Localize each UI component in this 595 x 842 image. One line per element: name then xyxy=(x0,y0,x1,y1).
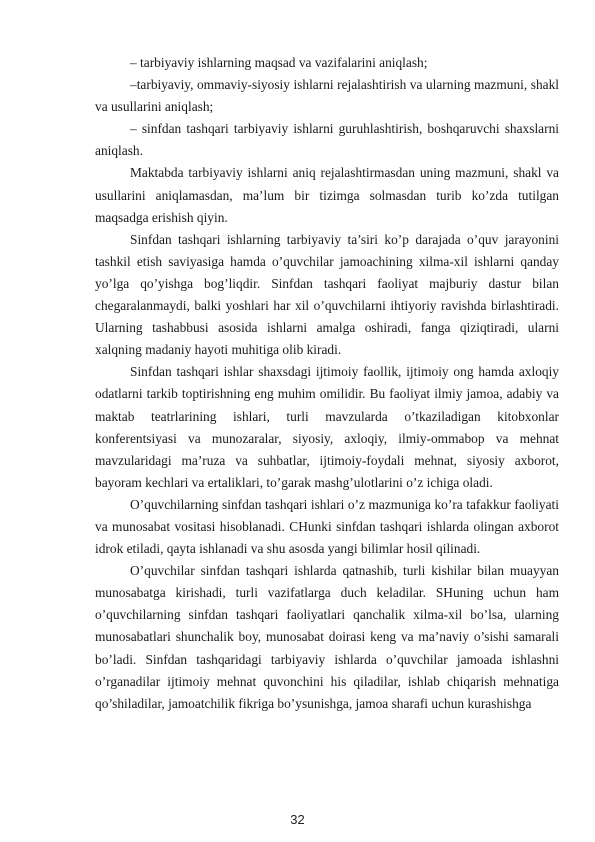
paragraph-thinking-activity: O’quvchilarning sinfdan tashqari ishlari o’z mazmuniga ko’ra tafakkur faoliyati va munosabat vositasi hisoblanadi. CHunki sinfdan tashqari ishlarda olingan axborot idrok etiladi, qayta ishlanadi va shu asosda yangi bilimlar hosil qilinadi. xyxy=(95,496,559,557)
body-text xyxy=(95,52,559,715)
paragraph-school-planning: Maktabda tarbiyaviy ishlarni aniq rejalashtirmasdan uning mazmuni, shakl va usullarini aniqlamasdan, ma’lum bir tizimga solmasdan turib ko’zda tutilgan maqsadga erishish qiyin. xyxy=(95,165,559,225)
page-number: 32 xyxy=(290,812,305,827)
paragraph-extracurricular-influence: Sinfdan tashqari ishlarning tarbiyaviy ta’siri ko’p darajada o’quv jarayonini tashkil etish saviyasiga hamda o’quvchilar jamoachining xilma-xil ishlarni qanday yo’lga qo’yishga bog’liqdir. Sinfdan tashqari faoliyat majburiy dastur bilan chegaralanmaydi, balki yoshlari har xil o’quvchilarni ihtiyoriy ravishda birlashtiradi. Ularning tashabbusi asosida ishlarni amalga oshiradi, fanga qiziqtiradi, ularni xalqning madaniy hayoti muhitiga olib kiradi. xyxy=(95,231,559,358)
paragraph-social-activity: Sinfdan tashqari ishlar shaxsdagi ijtimoiy faollik, ijtimoiy ong hamda axloqiy odatlarni tarkib toptirishning eng muhim omilidir. Bu faoliyat ilmiy jamoa, adabiy va maktab teatrlarining ishlari, turli mavzularda o’tkaziladigan kitobxonlar konferentsiyasi va munozaralar, siyosiy, axloqiy, ilmiy-ommabop va mehnat mavzularidagi ma’ruza va suhbatlar, ijtimoiy-foydali mehnat, siyosiy axborot, bayoram kechlari va ertaliklari, to’garak mashg’ulotlarini o’z ichiga oladi. xyxy=(95,364,559,490)
paragraph-relationships: O’quvchilar sinfdan tashqari ishlarda qatnashib, turli kishilar bilan muayyan munosabatga kirishadi, turli vazifatlarga duch keladilar. SHuning uchun ham o’quvchilarning sinfdan tashqari faoliyatlari qanchalik xilma-xil bo’lsa, ularning munosabatlari shunchalik boy, munosabat doirasi keng va ma’naviy o’sishi samarali bo’ladi. Sinfdan tashqaridagi tarbiyaviy ishlarda o’quvchilar jamoada ishlashni o’rganadilar ijtimoiy mehnat quvonchini his qiladilar, ishlab chiqarish mehnatiga qo’shiladilar, jamoatchilik fikriga bo’ysunishga, jamoa sharafi uchun kurashishga xyxy=(95,563,559,711)
paragraph-goals: – tarbiyaviy ishlarning maqsad va vazifalarini aniqlash; xyxy=(130,55,428,70)
paragraph-planning: –tarbiyaviy, ommaviy-siyosiy ishlarni rejalashtirish va ularning mazmuni, shakl va usullarini aniqlash; xyxy=(95,77,559,115)
paragraph-grouping: – sinfdan tashqari tarbiyaviy ishlarni guruhlashtirish, boshqaruvchi shaxslarni aniqlash. xyxy=(95,121,559,159)
